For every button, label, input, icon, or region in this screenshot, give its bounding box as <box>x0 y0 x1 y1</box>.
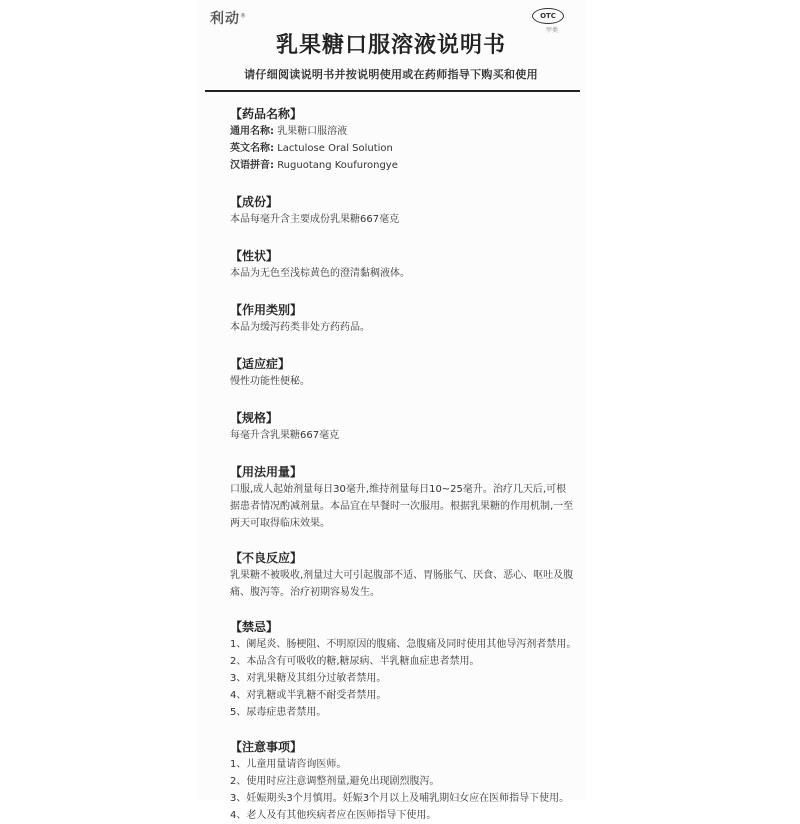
section-text: 本品每毫升含主要成份乳果糖667毫克 <box>230 214 400 225</box>
section-text: 本品为缓泻药类非处方药药品。 <box>230 322 370 333</box>
section-heading: 【成份】 <box>230 195 279 209</box>
list-item: 1、儿童用量请咨询医师。 <box>230 759 347 770</box>
leaflet-title: 乳果糖口服溶液说明书 <box>275 33 506 58</box>
list-item: 2、本品含有可吸收的糖,糖尿病、半乳糖血症患者禁用。 <box>230 656 480 667</box>
list-item: 3、妊娠期头3个月慎用。妊娠3个月以上及哺乳期妇女应在医师指导下使用。 <box>230 793 570 804</box>
section-heading: 【性状】 <box>230 249 279 263</box>
section-heading: 【作用类别】 <box>230 303 303 317</box>
section-heading: 【禁忌】 <box>230 620 279 634</box>
section-heading: 【药品名称】 <box>230 107 303 121</box>
list-item: 4、老人及有其他疾病者应在医师指导下使用。 <box>230 810 437 821</box>
list-item: 4、对乳糖或半乳糖不耐受者禁用。 <box>230 690 387 701</box>
section-precautions <box>230 739 570 824</box>
leaflet-content <box>230 106 577 824</box>
header-divider <box>205 90 580 92</box>
section-line: 乳果糖不被吸收,剂量过大可引起腹部不适、胃肠胀气、厌食、恶心、呕吐及腹 <box>230 570 574 581</box>
section-heading: 【适应症】 <box>230 357 291 371</box>
usage-notice: 请仔细阅读说明书并按说明使用或在药师指导下购买和使用 <box>244 68 538 81</box>
list-item: 3、对乳果糖及其组分过敏者禁用。 <box>230 673 387 684</box>
section-text: 每毫升含乳果糖667毫克 <box>230 430 340 441</box>
section-heading: 【注意事项】 <box>230 740 303 754</box>
brand-logo: 利动® <box>210 11 247 27</box>
section-text: 慢性功能性便秘。 <box>230 376 310 387</box>
section-description <box>230 248 560 282</box>
section-dosage <box>230 464 574 532</box>
section-line: 痛、腹泻等。治疗初期容易发生。 <box>230 587 380 598</box>
section-indication <box>230 356 560 390</box>
english-name-value: Lactulose Oral Solution <box>277 143 393 154</box>
common-name-value: 乳果糖口服溶液 <box>277 126 348 137</box>
list-item: 5、尿毒症患者禁用。 <box>230 707 327 718</box>
section-text: 本品为无色至浅棕黄色的澄清黏稠液体。 <box>230 268 410 279</box>
otc-class-label: 甲类 <box>545 27 558 34</box>
section-heading: 【不良反应】 <box>230 551 303 565</box>
section-adverse-reactions <box>230 550 574 601</box>
otc-badge: OTC <box>532 8 564 24</box>
section-contraindications <box>230 619 577 721</box>
section-line: 两天可取得临床效果。 <box>230 518 330 529</box>
list-item: 1、阑尾炎、肠梗阻、不明原因的腹痛、急腹痛及同时使用其他导泻剂者禁用。 <box>230 639 577 650</box>
section-heading: 【用法用量】 <box>230 465 303 479</box>
section-line: 口服,成人起始剂量每日30毫升,维持剂量每日10~25毫升。治疗几天后,可根 <box>230 484 567 495</box>
section-specification <box>230 410 560 444</box>
list-item: 2、使用时应注意调整剂量,避免出现剧烈腹泻。 <box>230 776 440 787</box>
section-heading: 【规格】 <box>230 411 279 425</box>
section-category <box>230 302 560 336</box>
pinyin-name-value: Ruguotang Koufurongye <box>277 160 398 171</box>
leaflet-header <box>196 0 586 92</box>
section-ingredients <box>230 194 560 228</box>
section-line: 据患者情况酌减剂量。本品宜在早餐时一次服用。根据乳果糖的作用机制,一至 <box>230 501 574 512</box>
section-drug-name: 【药品名称】 通用名称: 乳果糖口服溶液 英文名称: Lactulose Oral Solution 汉语拼音: Ruguotang Koufurongye <box>230 106 560 174</box>
